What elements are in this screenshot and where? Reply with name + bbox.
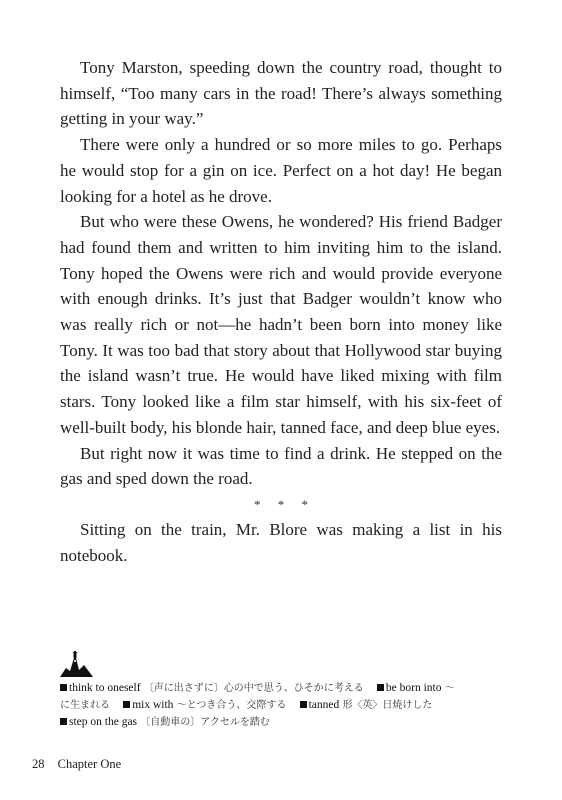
glossary-term: step on the gas: [69, 716, 138, 728]
glossary-term: tanned: [308, 699, 340, 711]
glossary-line: [60, 680, 530, 697]
bullet-icon: [60, 718, 67, 725]
glossary-definition: ～とつき合う、交際する: [176, 700, 287, 711]
glossary-definition: 〔声に出さずに〕心の中で思う、ひそかに考える: [143, 683, 364, 694]
glossary-line: [60, 697, 530, 714]
page-footer: [32, 757, 121, 772]
glossary-definition: に生まれる: [60, 700, 110, 711]
bullet-icon: [377, 684, 384, 691]
bullet-icon: [300, 701, 307, 708]
paragraph: But right now it was time to find a drink. He stepped on the gas and sped down the road.: [60, 443, 502, 489]
paragraph: But who were these Owens, he wondered? His friend Badger had found them and written to him inviting him to the island. Tony hoped the Owens were rich and would provide everyone with enough drinks. It’s just that Badger wouldn’t know who was really rich or not—he hadn’t been born into money like Tony. It was too bad that story about that Hollywood star buying the island wasn’t true. He would have liked mixing with film stars. Tony looked like a film star himself, with his six-feet of well-built body, his blonde hair, tanned face, and deep blue eyes.: [60, 212, 502, 437]
story-text: [60, 55, 502, 568]
chapter-title: Chapter One: [57, 757, 122, 771]
paragraph: There were only a hundred or so more miles to go. Perhaps he would stop for a gin on ice. Perfect on a hot day! He began looking for a hotel as he drove.: [60, 135, 502, 206]
bullet-icon: [60, 684, 67, 691]
glossary-definition: 〔自動車の〕アクセルを踏む: [140, 717, 270, 728]
paragraph: Sitting on the train, Mr. Blore was making a list in his notebook.: [60, 519, 502, 565]
glossary-term: be born into: [385, 682, 442, 694]
vocabulary-glossary: [60, 650, 530, 731]
island-lighthouse-icon: [60, 650, 94, 678]
paragraph: Tony Marston, speeding down the country road, thought to himself, “Too many cars in the road! There’s always something getting in your way.”: [60, 58, 502, 129]
glossary-line: [60, 714, 530, 731]
bullet-icon: [123, 701, 130, 708]
section-break-star: *: [254, 496, 261, 512]
section-break-star: *: [301, 496, 308, 512]
glossary-definition: 形〈英〉日焼けした: [342, 700, 433, 711]
glossary-definition: ～: [444, 683, 455, 694]
section-break-star: *: [277, 496, 285, 512]
glossary-term: mix with: [132, 699, 174, 711]
page-number: 28: [32, 757, 45, 771]
glossary-term: think to oneself: [69, 682, 141, 694]
section-break: [60, 492, 502, 517]
